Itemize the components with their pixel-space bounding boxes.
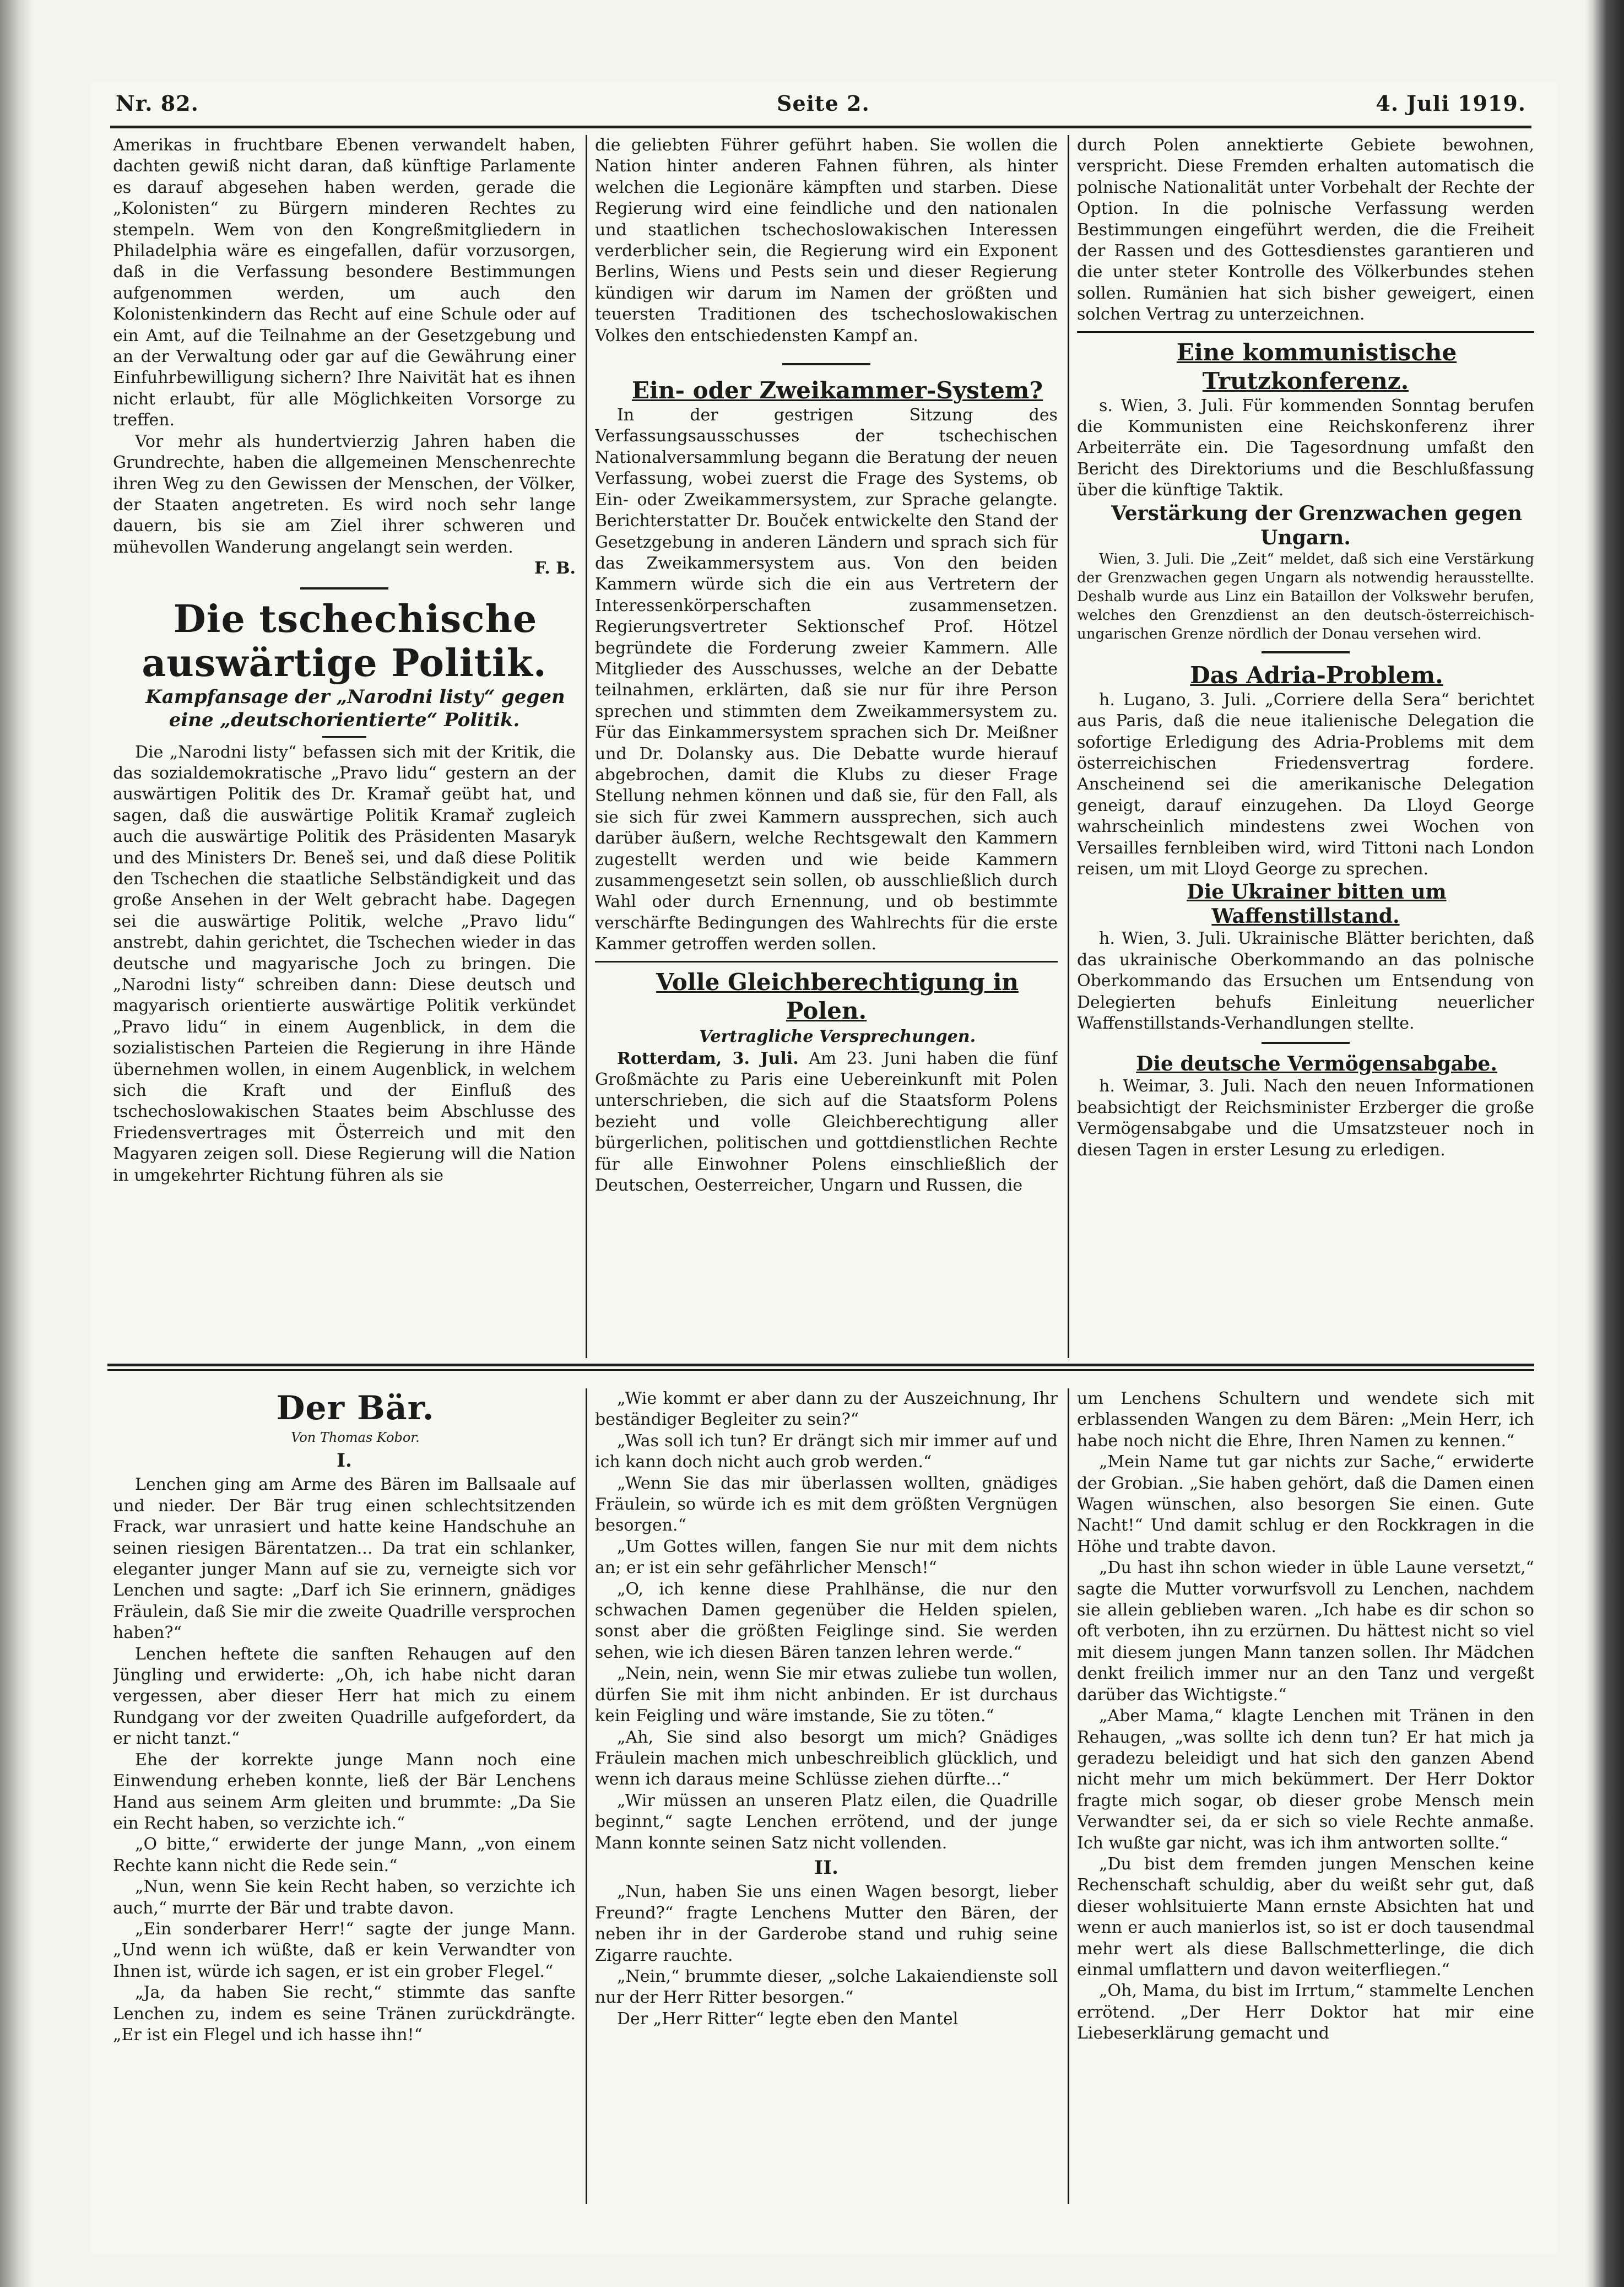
headline-ukraine-ceasefire: Die Ukrainer bitten um Waffenstillstand. <box>1187 880 1447 928</box>
story-paragraph: „Nun, wenn Sie kein Recht haben, so verzichte ich auch,“ murrte der Bär und trabte davon. <box>113 1877 576 1918</box>
story-paragraph: „Du hast ihn schon wieder in üble Laune versetzt,“ sagte die Mutter vorwurfsvoll zu Lenchen, nachdem sie allein geblieben waren. „Ich habe es dir schon so oft verboten, ihn zu erzürnen. Du hättest nicht so viel mit diesem jungen Mann tanzen sollen. Ihr Mädchen denkt freilich immer nur an den Tanz und vergeßt darüber das Wichtigste.“ <box>1077 1558 1534 1705</box>
article-divider <box>1262 651 1350 653</box>
story-paragraph: „Du bist dem fremden jungen Menschen keine Rechenschaft schuldig, aber du weißt sehr gut, daß dieser wohlsituierte Mann ernste Absichten hat und wenn er auch manierlos ist, so ist er doch tausendmal mehr wert als diese Ballschmetterlinge, die dich einmal umflattern und davon weiterfliegen.“ <box>1077 1854 1534 1980</box>
subheadline: Kampfansage der „Narodni listy“ gegen eine „deutschorientierte“ Politik. <box>145 685 565 731</box>
issue-date: 4. Juli 1919. <box>1376 91 1526 116</box>
article-divider <box>1262 1042 1350 1044</box>
headline-czech-foreign-policy: Die tschechische auswärtige Politik. <box>142 597 547 685</box>
column-2 <box>595 135 1058 1358</box>
story-paragraph: „Nun, haben Sie uns einen Wagen besorgt, lieber Freund?“ fragte Lenchens Mutter den Bären, der neben ihr in der Garderobe stand und ruhig seine Zigarre rauchte. <box>595 1882 1058 1965</box>
story-paragraph: „Mein Name tut gar nichts zur Sache,“ erwiderte der Grobian. „Sie haben gehört, daß die Damen einen Wagen wünschen, also besorgen Sie einen. Gute Nacht!“ Und damit schlug er den Rockkragen in die Höhe und trabte davon. <box>1077 1452 1534 1556</box>
article-paragraph: In der gestrigen Sitzung des Verfassungsausschusses der tschechischen Nationalversammlung begann die Beratung der neuen Verfassung, wobei zuerst die Frage des Systems, ob Ein- oder Zweikammersystem, zur Sprache gelangte. Berichterstatter Dr. Bouček entwickelte den Stand der Gesetzgebung in anderen Ländern und sprach sich für das Zweikammersystem aus. Von den beiden Kammern würde sich die ein aus Vertretern der Interessenkörperschaften zusammensetzen. Regierungsvertreter Sektionschef Prof. Hötzel begründete die Forderung zweier Kammern. Alle Mitglieder des Ausschusses, welche an der Debatte teilnahmen, erklärten, daß sie nur für ihre Person sprechen und stimmten dem Zweikammersystem zu. Für das Einkammersystem sprachen sich Dr. Meißner und Dr. Dolansky aus. Die Debatte wurde hierauf abgebrochen, damit die Klubs zu dieser Frage Stellung nehmen können und daß sie, für den Fall, als sie sich für zwei Kammern aussprechen, sich auch darüber äußern, welche Rechtsgewalt den Kammern zugestellt werden und wie beide Kammern zusammengesetzt sein sollen, ob ausschließlich durch Wahl oder durch Ernennung, und ob bestimmte verschärfte Bedingungen des Wahlrechts für die erste Kammer getroffen werden sollen. <box>595 406 1058 954</box>
story-paragraph: „Was soll ich tun? Er drängt sich mir immer auf und ich kann doch nicht auch grob werden.“ <box>595 1431 1058 1472</box>
story-paragraph: „O, ich kenne diese Prahlhänse, die nur den schwachen Damen gegenüber die Helden spielen, sonst aber die größten Feiglinge sind. Sie werden sehen, wie ich diesen Bären tanzen lehren werde.“ <box>595 1579 1058 1662</box>
section-divider-line <box>107 1364 1534 1366</box>
story-paragraph: „Ein sonderbarer Herr!“ sagte der junge Mann. „Und wenn ich wüßte, daß er kein Verwandter von Ihnen ist, würde ich sagen, er ist ein grober Flegel.“ <box>113 1919 576 1981</box>
page-number: Seite 2. <box>777 91 870 116</box>
column-divider <box>1068 1388 1069 2204</box>
article-divider <box>322 736 366 738</box>
article-paragraph: h. Lugano, 3. Juli. „Corriere della Sera“ berichtet aus Paris, daß die neue italienische Delegation die sofortige Erledigung des Adria-Problems mit dem österreichischen Friedensvertrag fordere. Anscheinend sei die amerikanische Delegation geneigt, darauf einzugehen. Da Lloyd George wahrscheinlich mindestens zwei Wochen von Versailles fernbleiben wird, wird Tittoni nach London reisen, um mit Lloyd George zu sprechen. <box>1077 690 1534 879</box>
subheadline: Vertragliche Versprechungen. <box>699 1026 976 1046</box>
story-paragraph: Lenchen ging am Arme des Bären im Ballsaale auf und nieder. Der Bär trug einen schlechtsitzenden Frack, war unrasiert und hatte keine Handschuhe an seinen riesigen Bärentatzen... Da trat ein schlanker, eleganter junger Mann auf sie zu, verneigte sich vor Lenchen und sagte: „Darf ich Sie erinnern, gnädiges Fräulein, daß Sie mir die zweite Quadrille versprochen haben?“ <box>113 1475 576 1643</box>
story-title: Der Bär. <box>276 1389 435 1428</box>
story-column-1 <box>113 1388 576 2204</box>
story-author: Von Thomas Kobor. <box>291 1430 420 1445</box>
headline-adria-problem: Das Adria-Problem. <box>1190 661 1443 689</box>
scan-right-edge <box>1585 0 1624 2287</box>
article-paragraph: die geliebten Führer geführt haben. Sie wollen die Nation hinter anderen Fahnen führen, als hinter welchen die Legionäre kämpften und starben. Diese Regierung wird eine feindliche und den nationalen und staatlichen tschechoslowakischen Interessen verderblicher sein, die Regierung wird ein Exponent Berlins, Wiens und Pests sein und dieser Regierung kündigen wir darum im Namen der größten und teuersten Traditionen des tschechoslowakischen Volkes den entschiedensten Kampf an. <box>595 136 1058 345</box>
story-paragraph: „Oh, Mama, du bist im Irrtum,“ stammelte Lenchen errötend. „Der Herr Doktor hat mir eine Liebeserklärung gemacht und <box>1077 1981 1534 2043</box>
article-divider <box>300 587 388 590</box>
article-paragraph: Wien, 3. Juli. Die „Zeit“ meldet, daß sich eine Verstärkung der Grenzwachen gegen Ungarn als notwendig herausstellte. Deshalb wurde aus Linz ein Bataillon der Volkswehr berufen, welches den Grenzdienst an den deutsch-österreichisch-ungarischen Grenze nördlich der Donau versehen wird. <box>1077 550 1534 642</box>
story-paragraph: „Wenn Sie das mir überlassen wollten, gnädiges Fräulein, so würde ich es mit dem größten Vergnügen besorgen.“ <box>595 1473 1058 1536</box>
scan-left-edge <box>0 0 33 2287</box>
article-paragraph: s. Wien, 3. Juli. Für kommenden Sonntag berufen die Kommunisten eine Reichskonferenz ihrer Arbeiterräte ein. Die Tagesordnung umfaßt den Bericht des Direktoriums und die Beschlußfassung über die künftige Taktik. <box>1077 396 1534 500</box>
story-paragraph: „Wie kommt er aber dann zu der Auszeichnung, Ihr beständiger Begleiter zu sein?“ <box>595 1389 1058 1430</box>
header-rule <box>110 126 1531 128</box>
headline-equality-poland: Volle Gleichberechtigung in Polen. <box>656 968 1019 1024</box>
column-divider <box>586 135 587 1358</box>
story-part-number: II. <box>814 1856 838 1879</box>
article-paragraph: h. Weimar, 3. Juli. Nach den neuen Informationen beabsichtigt der Reichsminister Erzberger die große Vermögensabgabe und die Umsatzsteuer noch in diesen Tagen in erster Lesung zu erledigen. <box>1077 1077 1534 1160</box>
story-paragraph: „O bitte,“ erwiderte der junge Mann, „von einem Rechte kann nicht die Rede sein.“ <box>113 1835 576 1875</box>
page-header <box>116 91 1526 124</box>
headline-wealth-levy: Die deutsche Vermögensabgabe. <box>1136 1052 1497 1076</box>
story-paragraph: Ehe der korrekte junge Mann noch eine Einwendung erheben konnte, ließ der Bär Lenchens Hand aus seinem Arm gleiten und brummte: „Da Sie ein Recht haben, so verzichte ich.“ <box>113 1750 576 1833</box>
story-paragraph: „Nein, nein, wenn Sie mir etwas zuliebe tun wollen, dürfen Sie mit ihm nicht anbinden. Er ist durchaus kein Feigling und wäre imstande, Sie zu töten.“ <box>595 1664 1058 1726</box>
issue-number: Nr. 82. <box>116 91 199 116</box>
column-divider <box>586 1388 587 2204</box>
article-paragraph: h. Wien, 3. Juli. Ukrainische Blätter berichten, daß das ukrainische Oberkommando an das polnische Oberkommando das Ersuchen um Entsendung von Delegierten behufs Einleitung neuerlicher Waffenstillstands-Verhandlungen stellte. <box>1077 929 1534 1033</box>
story-paragraph: „Ja, da haben Sie recht,“ stimmte das sanfte Lenchen zu, indem es seine Tränen zurückdrängte. „Er ist ein Flegel und ich hasse ihn!“ <box>113 1983 576 2045</box>
article-divider <box>595 961 1058 963</box>
story-paragraph: „Nein,“ brummte dieser, „solche Lakaiendienste soll nur der Herr Ritter besorgen.“ <box>595 1966 1058 2008</box>
story-paragraph: „Aber Mama,“ klagte Lenchen mit Tränen in den Rehaugen, „was sollte ich denn tun? Er hat mich ja geradezu beleidigt und hat sich den ganzen Abend nicht mehr um mich bekümmert. Der Herr Doktor fragte mich sogar, ob dieser grobe Mensch mein Verwandter sei, da er sich so viele Rechte anmaße. Ich wußte gar nicht, was ich ihm antworten sollte.“ <box>1077 1706 1534 1853</box>
story-part-number: I. <box>337 1450 352 1472</box>
story-paragraph: „Um Gottes willen, fangen Sie nur mit dem nichts an; er ist ein sehr gefährlicher Mensch!“ <box>595 1537 1058 1578</box>
story-paragraph: „Wir müssen an unseren Platz eilen, die Quadrille beginnt,“ sagte Lenchen errötend, und der junge Mann konnte seinen Satz nicht vollenden. <box>595 1791 1058 1853</box>
column-1 <box>113 135 576 1358</box>
article-text: Am 23. Juni haben die fünf Großmächte zu Paris eine Uebereinkunft mit Polen unterschrieben, die sich auf die Staatsform Polens bezieht und volle Gleichberechtigung aller bürgerlichen, politischen und gottdienstlichen Rechte für alle Einwohner Polens einschließlich der Deutschen, Oesterreicher, Ungarn und Russen, die <box>595 1048 1058 1196</box>
dateline: Rotterdam, 3. Juli. <box>617 1048 799 1068</box>
article-paragraph: Vor mehr als hundertvierzig Jahren haben die Grundrechte, haben die allgemeinen Menschenrechte ihren Weg zu den Gewissen der Menschen, der Völker, der Staaten angetreten. Es wird noch sehr lange dauern, bis sie am Ziel ihrer schweren und mühevollen Wanderung angelangt sein werden. <box>113 431 576 557</box>
article-divider <box>1077 331 1534 333</box>
column-divider <box>1068 135 1069 1358</box>
headline-chamber-system: Ein- oder Zweikammer-System? <box>632 377 1043 404</box>
story-column-2 <box>595 1388 1058 2204</box>
headline-communist-conference: Eine kommunistische Trutzkonferenz. <box>1176 338 1457 394</box>
article-paragraph: durch Polen annektierte Gebiete bewohnen, verspricht. Diese Fremden erhalten automatisch die polnische Nationalität unter Vorbehalt der Rechte der Option. In die polnische Verfassung werden Bestimmungen eingeführt werden, die die Freiheit der Rassen und des Gottesdienstes garantieren und die unter steter Kontrolle des Völkerbundes stehen sollen. Rumänien hat sich bisher geweigert, einen solchen Vertrag zu unterzeichnen. <box>1077 136 1534 325</box>
article-divider <box>782 363 870 365</box>
headline-border-guards: Verstärkung der Grenzwachen gegen Ungarn. <box>1111 501 1522 549</box>
story-paragraph: „Ah, Sie sind also besorgt um mich? Gnädiges Fräulein machen mich unbeschreiblich glücklich, und wenn ich daraus meine Schlüsse ziehen dürfte...“ <box>595 1727 1058 1789</box>
article-paragraph: Die „Narodni listy“ befassen sich mit der Kritik, die das sozialdemokratische „Pravo lidu“ gestern an der auswärtigen Politik des Dr. Kramař geübt hat, und sagen, daß die auswärtige Politik Kramař zugleich auch die auswärtige Politik des Präsidenten Masaryk und des Ministers Dr. Beneš sei, und daß diese Politik den Tschechen die staatliche Selbständigkeit und das große Ansehen in der Welt gebracht habe. Dagegen sei die auswärtige Politik, welche „Pravo lidu“ anstrebt, dahin gerichtet, die Tschechen wieder in das deutsche und magyarische Joch zu bringen. Die „Narodni listy“ schreiben dann: Diese deutsch und magyarisch orientierte auswärtige Politik verkündet „Pravo lidu“ in einem Augenblick, in dem die sozialistischen Parteien die Regierung in ihre Hände übernehmen wollen, in einem Augenblick, in welchem sich die Kraft und der Einfluß des tschechoslowakischen Staates beim Abschlusse des Friedensvertrages mit Österreich und mit den Magyaren zeigen soll. Diese Regierung will die Nation in umgekehrter Richtung führen als sie <box>113 742 576 1185</box>
section-divider <box>107 1364 1534 1372</box>
section-divider-line <box>107 1369 1534 1371</box>
story-paragraph: Der „Herr Ritter“ legte eben den Mantel <box>617 2009 959 2029</box>
article-signature: F. B. <box>534 559 576 578</box>
story-paragraph: um Lenchens Schultern und wendete sich mit erblassenden Wangen zu dem Bären: „Mein Herr, ich habe noch nicht die Ehre, Ihren Namen zu kennen.“ <box>1077 1389 1534 1451</box>
column-3 <box>1077 135 1534 1358</box>
newspaper-page <box>91 83 1559 2253</box>
story-paragraph: Lenchen heftete die sanften Rehaugen auf den Jüngling und erwiderte: „Oh, ich habe nicht daran vergessen, aber dieser Herr hat mich zu einem Rundgang vor der zweiten Quadrille aufgefordert, da er nicht tanzt.“ <box>113 1644 576 1749</box>
story-column-3 <box>1077 1388 1534 2204</box>
article-paragraph: Amerikas in fruchtbare Ebenen verwandelt haben, dachten gewiß nicht daran, daß künftige Parlamente es darauf abgesehen haben werden, gerade die „Kolonisten“ zu Bürgern minderen Rechtes zu stempeln. Wem von den Kongreßmitgliedern in Philadelphia wäre es eingefallen, dafür vorzusorgen, daß in die Verfassung besondere Bestimmungen aufgenommen werden, um auch den Kolonistenkindern das Recht auf eine Schule oder auf ein Amt, auf die Teilnahme an der Gesetzgebung und an der Verwaltung oder gar auf die Gewährung einer Einfuhrbewilligung sichern? Ihre Naivität hat es ihnen nicht erlaubt, für alle Möglichkeiten Vorsorge zu treffen. <box>113 136 576 430</box>
